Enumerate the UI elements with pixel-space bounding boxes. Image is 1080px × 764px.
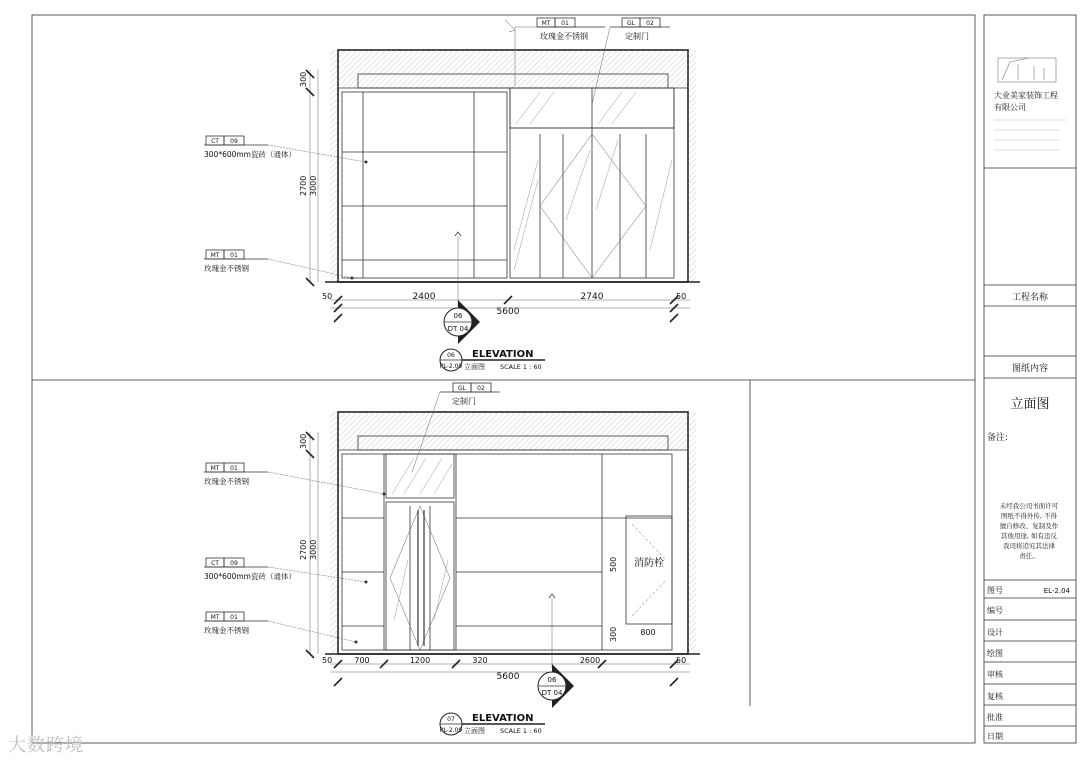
top-view-title xyxy=(440,349,545,371)
top-view-sheet: PL-2.09 xyxy=(439,363,463,370)
company-name: 大业美家装饰工程 xyxy=(994,91,1058,100)
bottom-detail-num: 06 xyxy=(547,676,557,684)
svg-text:02: 02 xyxy=(477,385,485,392)
top-dim-b2: 2740 xyxy=(580,292,604,302)
bottom-dim-b4: 2600 xyxy=(579,656,601,665)
svg-text:我司将追究其法律: 我司将追究其法律 xyxy=(1003,542,1055,550)
notes-label: 备注: xyxy=(987,433,1009,443)
svg-text:300*600mm瓷砖（通体）: 300*600mm瓷砖（通体） xyxy=(204,150,296,159)
bottom-view-cn: 立面图 xyxy=(464,727,485,735)
svg-text:01: 01 xyxy=(230,252,238,259)
hydrant-dim-b: 300 xyxy=(609,626,618,642)
bottom-glass-door xyxy=(386,454,454,650)
drawing-no-value: EL-2.04 xyxy=(1043,587,1070,595)
svg-text:玫瑰金不锈钢: 玫瑰金不锈钢 xyxy=(204,626,249,635)
svg-text:02: 02 xyxy=(646,20,654,27)
svg-text:MT: MT xyxy=(210,465,220,472)
company-sub: 有限公司 xyxy=(994,103,1026,112)
svg-text:01: 01 xyxy=(230,465,238,472)
bottom-detail-sheet: DT 04 xyxy=(541,689,563,697)
row-label-2: 绘图 xyxy=(987,649,1003,658)
svg-text:09: 09 xyxy=(230,138,238,145)
bottom-detail-callout xyxy=(538,598,574,708)
company-logo xyxy=(998,58,1056,82)
row-label-4: 复核 xyxy=(987,692,1003,701)
svg-text:未经我公司书面许可: 未经我公司书面许可 xyxy=(999,502,1059,510)
bottom-tile-panels xyxy=(342,454,672,650)
drawing-no-label: 图号 xyxy=(987,586,1003,595)
bottom-view-title xyxy=(440,713,545,735)
svg-text:MT: MT xyxy=(210,614,220,621)
top-view-title-text: ELEVATION xyxy=(472,349,534,360)
svg-text:定制门: 定制门 xyxy=(625,32,649,41)
svg-text:09: 09 xyxy=(230,560,238,567)
svg-text:CT: CT xyxy=(211,560,219,567)
svg-text:01: 01 xyxy=(230,614,238,621)
bottom-view-title-text: ELEVATION xyxy=(472,713,534,724)
row-label-1: 设计 xyxy=(987,628,1003,637)
bottom-dim-v2: 3000 xyxy=(309,539,318,560)
svg-text:其他用途, 如有违反: 其他用途, 如有违反 xyxy=(1000,532,1058,540)
hydrant-dim-h: 500 xyxy=(609,556,618,572)
svg-text:图纸不得外传, 不得: 图纸不得外传, 不得 xyxy=(1000,512,1058,520)
svg-text:MT: MT xyxy=(541,20,551,27)
bottom-view-num: 07 xyxy=(447,716,455,723)
top-view-scale: SCALE 1 : 60 xyxy=(500,363,542,371)
fire-hydrant-cabinet xyxy=(609,516,672,642)
bottom-dim-v-top: 300 xyxy=(299,433,308,449)
svg-text:玫瑰金不锈钢: 玫瑰金不锈钢 xyxy=(540,32,588,41)
top-horizontal-dims xyxy=(322,292,690,322)
watermark: 大数跨境 xyxy=(8,735,84,756)
bottom-elevation xyxy=(204,380,750,735)
top-dim-b1: 2400 xyxy=(412,292,436,302)
sheet-frame xyxy=(32,15,975,743)
top-elevation xyxy=(204,18,700,371)
bottom-dim-b1: 700 xyxy=(354,656,370,665)
top-view-num: 06 xyxy=(447,352,455,359)
svg-text:01: 01 xyxy=(561,20,569,27)
bottom-view-scale: SCALE 1 : 60 xyxy=(500,727,542,735)
top-view-cn: 立面图 xyxy=(464,363,485,371)
top-dim-right-a: 50 xyxy=(676,292,687,301)
top-detail-callout xyxy=(444,236,480,344)
bottom-dim-b2: 1200 xyxy=(409,656,431,665)
bottom-tag-ct09 xyxy=(204,558,368,584)
top-dim-v2: 3000 xyxy=(309,175,318,196)
drawing-title: 立面图 xyxy=(1010,397,1050,412)
top-vertical-dims xyxy=(299,70,318,286)
row-label-0: 编号 xyxy=(987,606,1003,615)
project-name-label: 工程名称 xyxy=(1011,293,1049,303)
top-detail-sheet: DT 04 xyxy=(447,325,469,333)
bottom-vertical-dims xyxy=(299,432,318,658)
title-block xyxy=(984,15,1076,743)
bottom-view-sheet: PL-2.09 xyxy=(439,727,463,734)
svg-text:CT: CT xyxy=(211,138,219,145)
bottom-horizontal-dims xyxy=(322,656,690,686)
top-tile-panel xyxy=(342,92,507,278)
row-label-5: 批准 xyxy=(987,713,1003,722)
bottom-dim-left-a: 50 xyxy=(322,656,333,665)
svg-text:300*600mm瓷砖（通体）: 300*600mm瓷砖（通体） xyxy=(204,572,296,581)
svg-text:GL: GL xyxy=(627,20,635,27)
svg-text:玫瑰金不锈钢: 玫瑰金不锈钢 xyxy=(204,477,249,486)
svg-text:责任。: 责任。 xyxy=(1019,552,1039,560)
svg-text:玫瑰金不锈钢: 玫瑰金不锈钢 xyxy=(204,264,249,273)
top-detail-num: 06 xyxy=(453,312,463,320)
drawing-content-label: 图纸内容 xyxy=(1011,364,1049,374)
top-dim-v-top: 300 xyxy=(299,71,308,87)
row-label-6: 日期 xyxy=(987,732,1003,741)
bottom-dim-right-a: 50 xyxy=(676,656,687,665)
row-label-3: 审核 xyxy=(987,670,1003,679)
svg-text:GL: GL xyxy=(458,385,466,392)
svg-text:擅自修改、复制及作: 擅自修改、复制及作 xyxy=(999,522,1059,530)
notes-text xyxy=(1000,501,1059,560)
bottom-dim-total: 5600 xyxy=(496,672,520,682)
svg-text:MT: MT xyxy=(210,252,220,259)
hydrant-dim-w: 800 xyxy=(640,628,656,637)
top-tag-ct09 xyxy=(204,136,368,164)
svg-text:定制门: 定制门 xyxy=(452,397,476,406)
top-dim-v1: 2700 xyxy=(299,175,308,196)
bottom-tag-mt01 xyxy=(204,463,386,496)
fire-hydrant-label: 消防栓 xyxy=(634,558,664,569)
top-dim-total: 5600 xyxy=(496,307,520,317)
top-glass-doors xyxy=(510,88,674,278)
top-dim-left-a: 50 xyxy=(322,292,333,301)
bottom-dim-b3: 320 xyxy=(472,656,488,665)
bottom-dim-v1: 2700 xyxy=(299,539,308,560)
